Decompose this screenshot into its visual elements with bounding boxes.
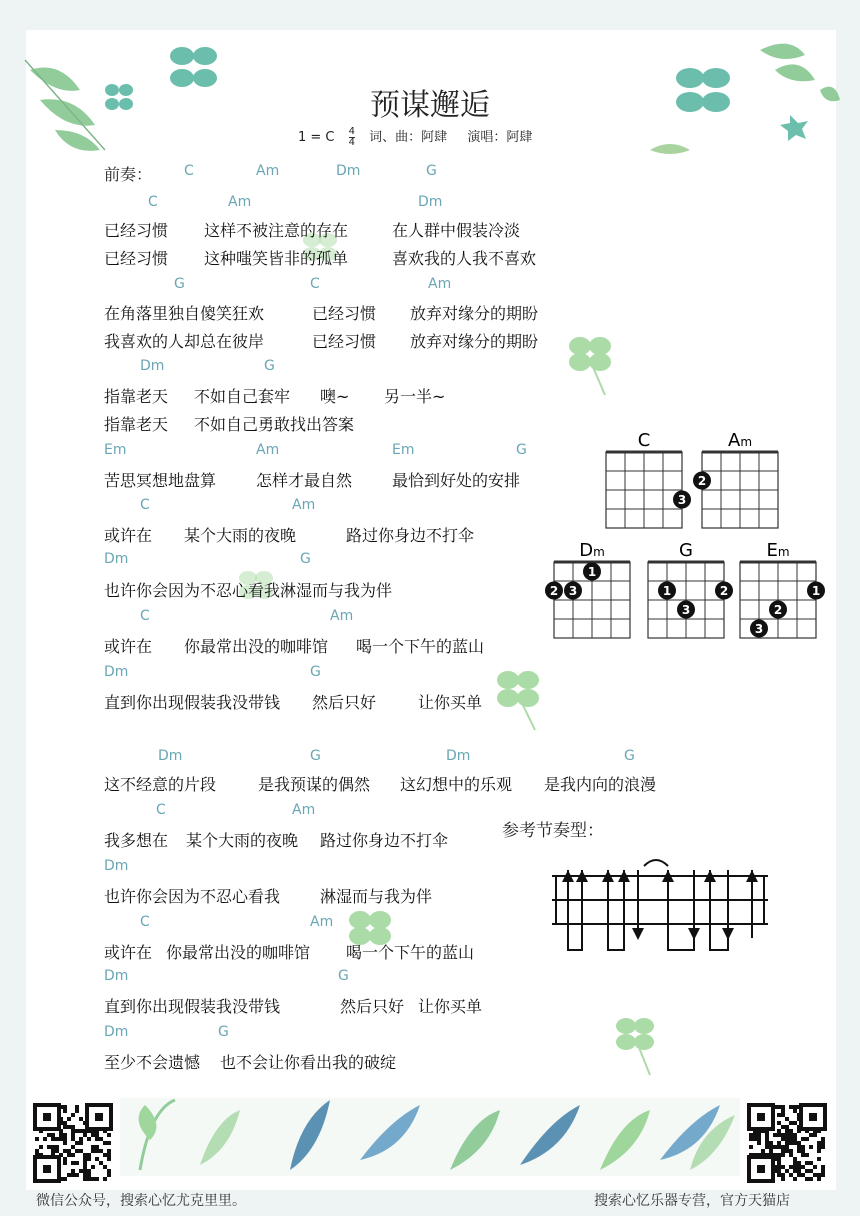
chord-label: G <box>516 442 527 458</box>
chord-label: G <box>310 748 321 764</box>
chord-label: Em <box>104 442 127 458</box>
lyric-phrase: 路过你身边不打伞 <box>346 526 475 545</box>
lyric-phrase: 最恰到好处的安排 <box>392 471 521 490</box>
finger-number: 2 <box>773 603 783 617</box>
lyric-phrase: 某个大雨的夜晚 <box>184 526 297 545</box>
chord-label: Am <box>310 914 334 930</box>
chord-label: G <box>218 1024 229 1040</box>
lyric-phrase: 或许在 <box>104 526 153 545</box>
lyric-phrase: 不如自己套牢 <box>194 387 291 406</box>
lyric-phrase: 这幻想中的乐观 <box>400 775 513 794</box>
rhythm-pattern-diagram <box>548 852 772 954</box>
lyric-phrase: 或许在 <box>104 637 153 656</box>
lyric-phrase: 让你买单 <box>418 693 483 712</box>
chord-label: Dm <box>104 551 129 567</box>
lyric-phrase: 路过你身边不打伞 <box>320 831 449 850</box>
finger-number: 1 <box>662 584 672 598</box>
lyric-phrase: 喜欢我的人我不喜欢 <box>392 249 537 268</box>
chord-label: Dm <box>418 194 443 210</box>
chord-label: Am <box>292 497 316 513</box>
chord-label: Dm <box>446 748 471 764</box>
lyric-phrase: 喝一个下午的蓝山 <box>356 637 485 656</box>
chord-diagram-name: Dm <box>579 540 605 561</box>
lyric-phrase: 苦思冥想地盘算 <box>104 471 217 490</box>
lyric-phrase: 指靠老天 <box>104 415 169 434</box>
lyric-phrase: 怎样才最自然 <box>256 471 353 490</box>
chord-diagram-c <box>606 430 691 528</box>
lyric-phrase: 指靠老天 <box>104 387 169 406</box>
finger-number: 1 <box>811 584 821 598</box>
chord-label: G <box>338 968 349 984</box>
chord-label: Dm <box>104 968 129 984</box>
qr-code-right-icon <box>744 1100 830 1186</box>
finger-number: 3 <box>681 603 691 617</box>
chord-label: Am <box>428 276 452 292</box>
lyric-phrase: 然后只好 <box>340 997 405 1016</box>
lyric-phrase: 不如自己勇敢找出答案 <box>194 415 355 434</box>
chord-label: C <box>156 802 166 818</box>
chord-label: Dm <box>104 664 129 680</box>
intro-label: 前奏： <box>104 165 153 184</box>
intro-chord: Dm <box>336 163 361 179</box>
lyric-phrase: 噢~ <box>320 387 350 406</box>
qr-code-left-icon <box>30 1100 116 1186</box>
chord-label: Em <box>392 442 415 458</box>
lyric-phrase: 也许你会因为不忍心看我淋湿而与我为伴 <box>104 581 393 600</box>
chord-diagram-name: Em <box>766 540 790 561</box>
finger-number: 3 <box>568 584 578 598</box>
chord-label: C <box>140 914 150 930</box>
lyric-phrase: 然后只好 <box>312 693 377 712</box>
lyric-phrase: 某个大雨的夜晚 <box>186 831 299 850</box>
footer-right-text: 搜索心忆乐器专营，官方天猫店 <box>594 1193 790 1209</box>
chord-label: C <box>148 194 158 210</box>
lyric-phrase: 在角落里独自傻笑狂欢 <box>104 304 265 323</box>
lyric-phrase: 已经习惯 <box>104 221 169 240</box>
lyric-phrase: 这样不被注意的存在 <box>204 221 349 240</box>
intro-chord: Am <box>256 163 280 179</box>
lyric-phrase: 你最常出没的咖啡馆 <box>184 637 329 656</box>
chord-label: C <box>140 497 150 513</box>
lyric-phrase: 我喜欢的人却总在彼岸 <box>104 332 265 351</box>
lyric-phrase: 或许在 <box>104 943 153 962</box>
chord-label: Dm <box>104 858 129 874</box>
chord-label: G <box>174 276 185 292</box>
lyric-phrase: 另一半~ <box>384 387 446 406</box>
lyric-phrase: 淋湿而与我为伴 <box>320 887 433 906</box>
lyric-phrase: 至少不会遗憾 <box>104 1053 201 1072</box>
intro-chord: G <box>426 163 437 179</box>
lyric-phrase: 已经习惯 <box>312 304 377 323</box>
time-signature-top: 4 <box>348 126 356 137</box>
lyric-phrase: 是我预谋的偶然 <box>258 775 371 794</box>
finger-number: 2 <box>549 584 559 598</box>
chord-label: G <box>300 551 311 567</box>
lyric-phrase: 也许你会因为不忍心看我 <box>104 887 281 906</box>
chord-diagram-am <box>693 430 778 528</box>
lyric-phrase: 这不经意的片段 <box>104 775 217 794</box>
lyric-phrase: 放弃对缘分的期盼 <box>410 304 539 323</box>
rhythm-label: 参考节奏型： <box>502 821 604 841</box>
chord-label: C <box>140 608 150 624</box>
lyric-phrase: 是我内向的浪漫 <box>544 775 657 794</box>
chord-label: Am <box>330 608 354 624</box>
lyric-phrase: 也不会让你看出我的破绽 <box>220 1053 397 1072</box>
lyric-phrase: 直到你出现假装我没带钱 <box>104 997 281 1016</box>
song-credits: 词、曲：阿肆 <box>369 130 448 145</box>
finger-number: 1 <box>587 565 597 579</box>
lyric-phrase: 已经习惯 <box>312 332 377 351</box>
chord-diagram-em <box>740 540 825 638</box>
song-title: 预谋邂逅 <box>370 88 490 123</box>
chord-label: Am <box>292 802 316 818</box>
lyric-phrase: 直到你出现假装我没带钱 <box>104 693 281 712</box>
chord-label: Dm <box>104 1024 129 1040</box>
chord-label: G <box>310 664 321 680</box>
lyric-phrase: 我多想在 <box>104 831 169 850</box>
lyric-phrase: 这种嗤笑皆非的孤单 <box>204 249 349 268</box>
chord-label: G <box>264 358 275 374</box>
lyric-phrase: 让你买单 <box>418 997 483 1016</box>
finger-number: 3 <box>754 622 764 636</box>
chord-diagram-name: C <box>637 430 651 451</box>
time-signature-bottom: 4 <box>348 137 356 148</box>
chord-diagram-g <box>648 540 733 638</box>
chord-label: Am <box>228 194 252 210</box>
intro-chord: C <box>184 163 194 179</box>
chord-label: Dm <box>158 748 183 764</box>
chord-diagram-name: Am <box>727 430 753 451</box>
chord-diagram-name: G <box>679 540 693 561</box>
chord-diagram-dm <box>545 540 630 638</box>
song-singer: 演唱：阿肆 <box>467 130 533 145</box>
chord-label: Am <box>256 442 280 458</box>
key-signature: 1 = C <box>298 130 335 145</box>
chord-label: C <box>310 276 320 292</box>
footer-left-text: 微信公众号，搜索心忆尤克里里。 <box>36 1193 246 1209</box>
chord-label: G <box>624 748 635 764</box>
lyric-phrase: 放弃对缘分的期盼 <box>410 332 539 351</box>
finger-number: 2 <box>697 474 707 488</box>
chord-label: Dm <box>140 358 165 374</box>
finger-number: 3 <box>677 493 687 507</box>
lyric-phrase: 喝一个下午的蓝山 <box>346 943 475 962</box>
lyric-phrase: 你最常出没的咖啡馆 <box>166 943 311 962</box>
lyric-phrase: 已经习惯 <box>104 249 169 268</box>
finger-number: 2 <box>719 584 729 598</box>
lyric-phrase: 在人群中假装冷淡 <box>392 221 521 240</box>
